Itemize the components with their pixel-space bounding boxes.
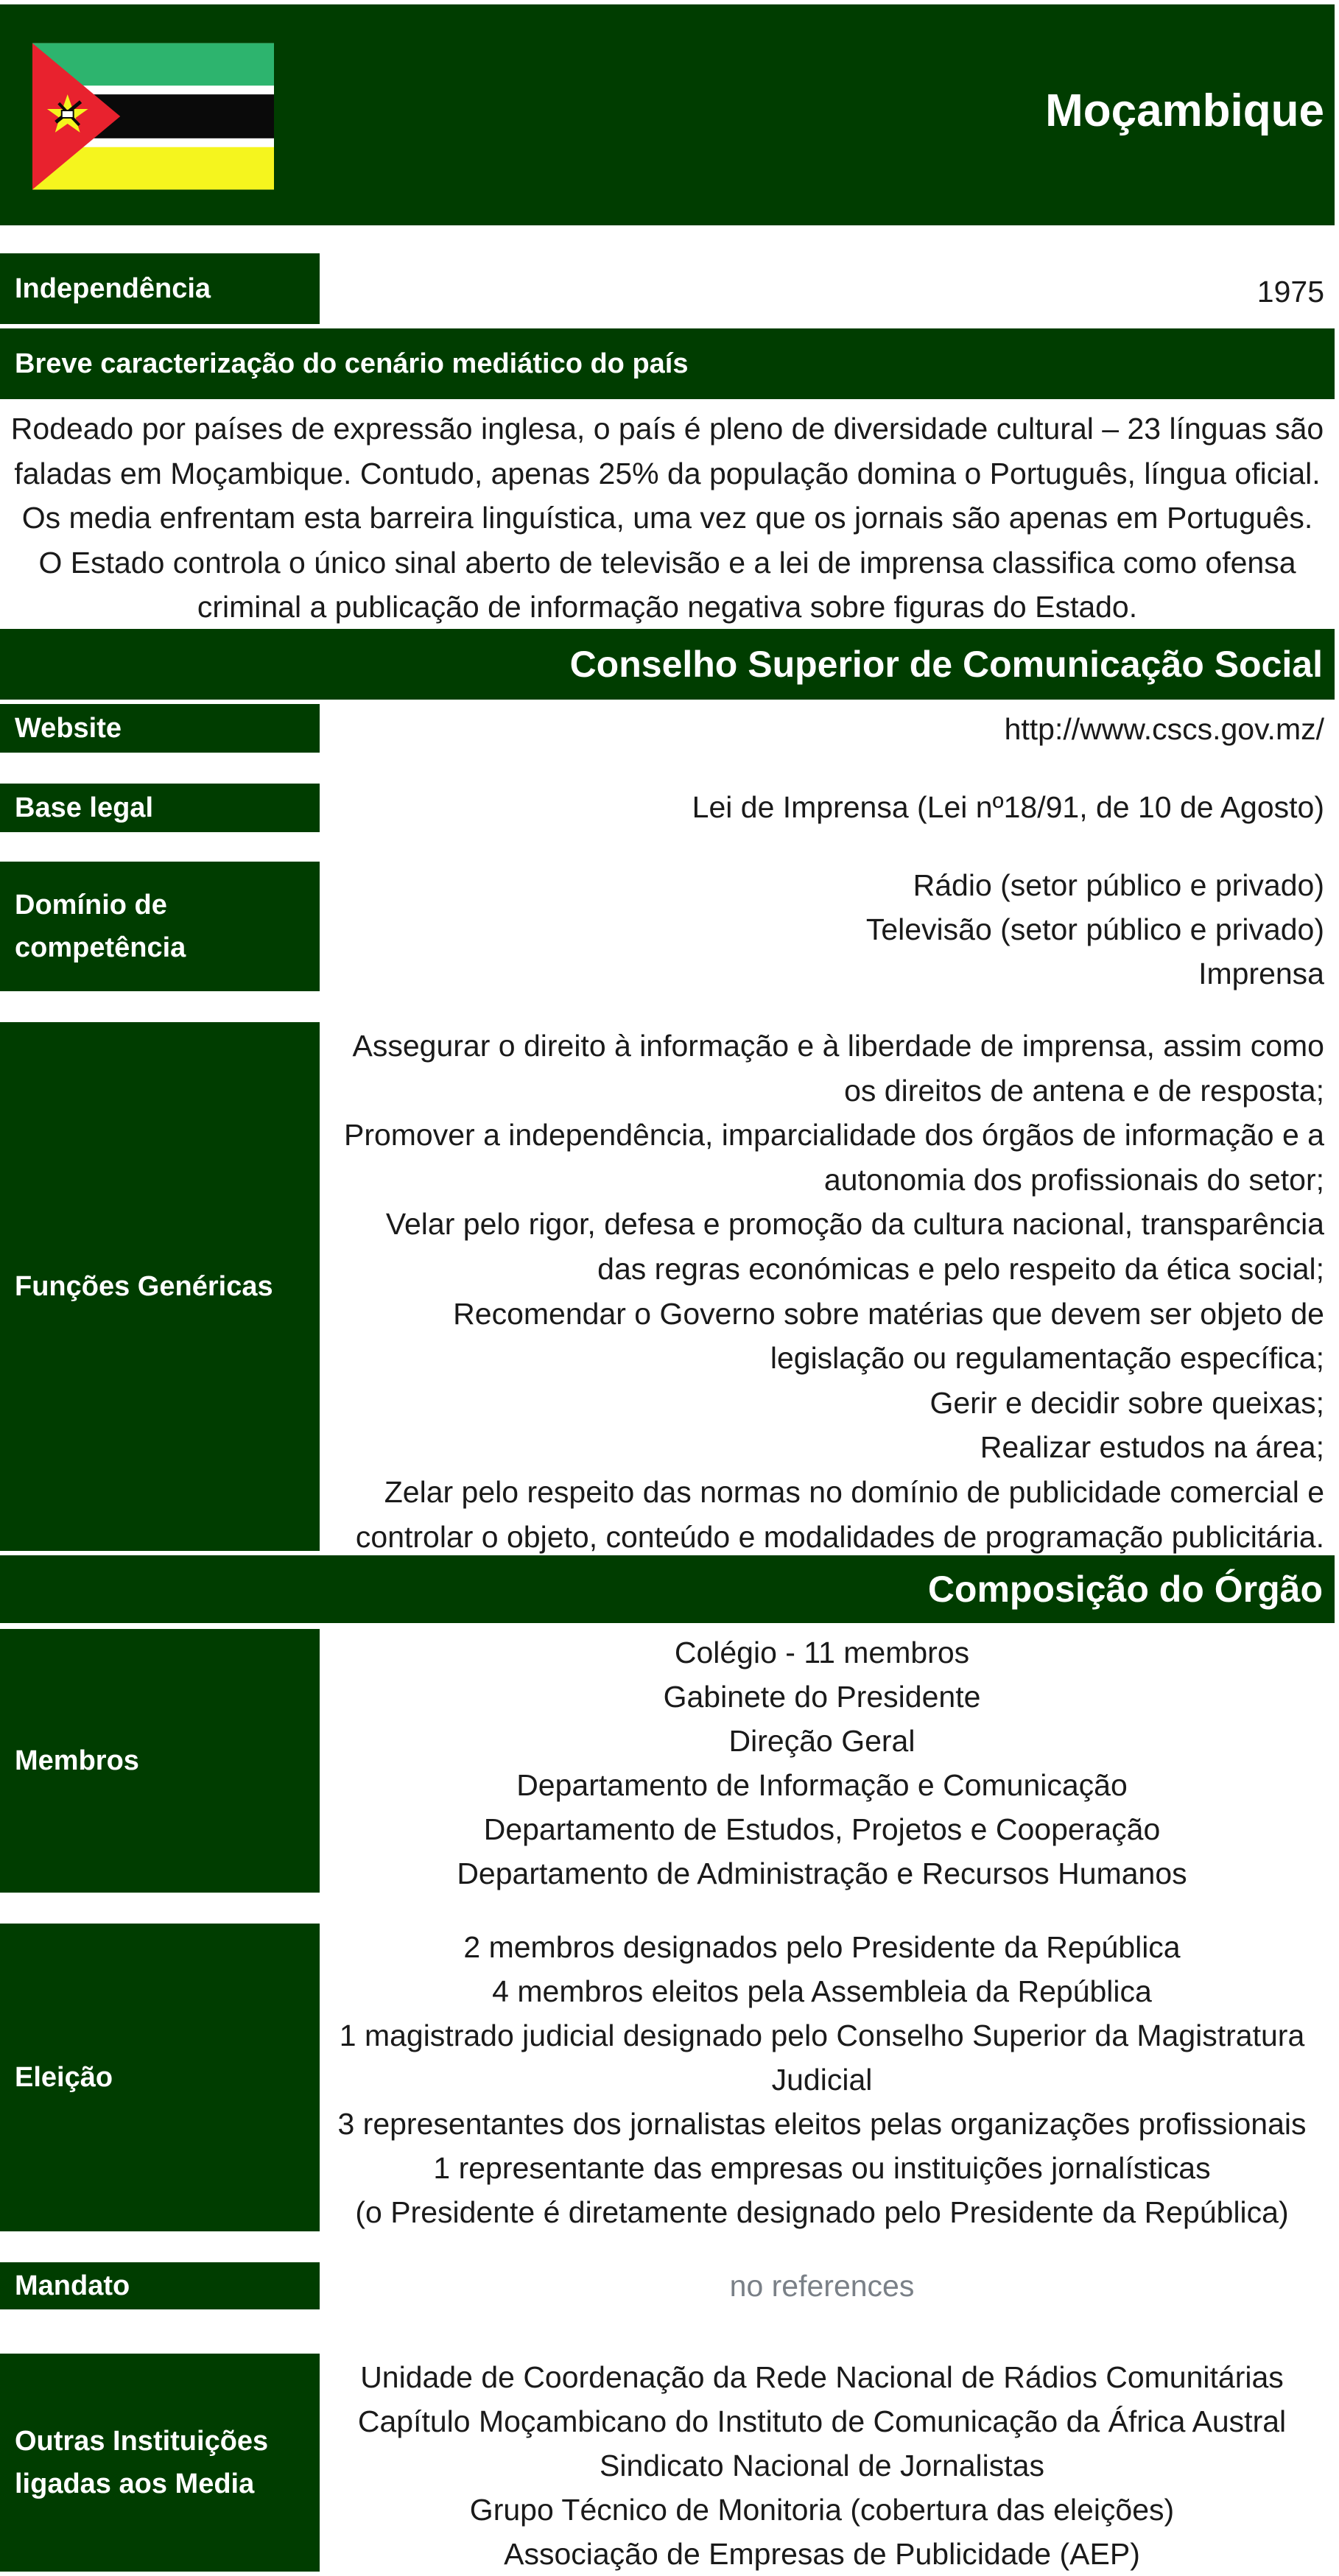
institution-line: Grupo Técnico de Monitoria (cobertura das eleições) bbox=[469, 2493, 1175, 2527]
overview-line: O Estado controla o único sinal aberto de televisão e a lei de imprensa classifica como ofensa bbox=[38, 545, 1296, 580]
mandate-label: Mandato bbox=[0, 2262, 320, 2309]
other-institutions-list bbox=[320, 2355, 1324, 2576]
independence-label: Independência bbox=[0, 253, 320, 324]
function-line: Assegurar o direito à informação e à liberdade de imprensa, assim como bbox=[352, 1029, 1324, 1063]
function-line: Promover a independência, imparcialidade dos órgãos de informação e a bbox=[343, 1118, 1324, 1152]
member-line: Departamento de Administração e Recursos Humanos bbox=[457, 1857, 1187, 1890]
functions-label: Funções Genéricas bbox=[0, 1022, 320, 1551]
institution-line: Sindicato Nacional de Jornalistas bbox=[600, 2449, 1044, 2482]
other-institutions-label-line: Outras Instituições bbox=[15, 2426, 269, 2457]
media-overview-text bbox=[0, 407, 1335, 630]
member-line: Direção Geral bbox=[728, 1724, 915, 1758]
other-institutions-label bbox=[0, 2354, 320, 2572]
election-list bbox=[320, 1925, 1324, 2234]
competence-label-line: Domínio de bbox=[15, 890, 167, 921]
function-line: Recomendar o Governo sobre matérias que devem ser objeto de bbox=[453, 1296, 1324, 1331]
function-line: Realizar estudos na área; bbox=[980, 1430, 1324, 1465]
election-line: (o Presidente é diretamente designado pelo Presidente da República) bbox=[355, 2195, 1289, 2229]
website-label: Website bbox=[0, 704, 320, 753]
function-line: os direitos de antena e de resposta; bbox=[844, 1073, 1324, 1108]
function-line: controlar o objeto, conteúdo e modalidades de programação publicitária. bbox=[355, 1519, 1324, 1554]
mandate-value: no references bbox=[729, 2269, 915, 2303]
media-overview-label: Breve caracterização do cenário mediático do país bbox=[0, 328, 1335, 399]
function-line: Velar pelo rigor, defesa e promoção da cultura nacional, transparência bbox=[385, 1207, 1324, 1242]
legal-basis-label: Base legal bbox=[0, 784, 320, 832]
institution-line: Associação de Empresas de Publicidade (AEP) bbox=[504, 2537, 1140, 2571]
overview-line: faladas em Moçambique. Contudo, apenas 25% da população domina o Português, língua oficial. bbox=[14, 456, 1321, 490]
independence-value: 1975 bbox=[1257, 275, 1324, 309]
function-line: Gerir e decidir sobre queixas; bbox=[929, 1385, 1324, 1420]
election-line: Judicial bbox=[771, 2063, 873, 2097]
mozambique-flag-icon bbox=[32, 43, 274, 190]
country-title: Moçambique bbox=[1045, 85, 1324, 136]
members-label: Membros bbox=[0, 1629, 320, 1893]
institution-line: Unidade de Coordenação da Rede Nacional de Rádios Comunitárias bbox=[360, 2360, 1284, 2394]
members-list bbox=[320, 1630, 1324, 1896]
function-line: autonomia dos profissionais do setor; bbox=[823, 1162, 1324, 1197]
function-line: Zelar pelo respeito das normas no domínio de publicidade comercial e bbox=[384, 1474, 1324, 1509]
competence-item: Imprensa bbox=[1198, 957, 1324, 990]
competence-item: Rádio (setor público e privado) bbox=[913, 868, 1324, 902]
regulator-title: Conselho Superior de Comunicação Social bbox=[0, 629, 1335, 700]
functions-list bbox=[315, 1024, 1324, 1559]
overview-line: criminal a publicação de informação negativa sobre figuras do Estado. bbox=[197, 590, 1138, 624]
election-line: 4 membros eleitos pela Assembleia da República bbox=[492, 1974, 1152, 2008]
overview-line: Os media enfrentam esta barreira linguística, uma vez que os jornais são apenas em Português. bbox=[21, 501, 1313, 535]
function-line: das regras económicas e pelo respeito da ética social; bbox=[597, 1251, 1324, 1286]
website-link[interactable]: http://www.cscs.gov.mz/ bbox=[1004, 712, 1324, 746]
election-label: Eleição bbox=[0, 1924, 320, 2231]
election-line: 1 magistrado judicial designado pelo Conselho Superior da Magistratura bbox=[339, 2019, 1305, 2052]
election-line: 1 representante das empresas ou instituições jornalísticas bbox=[433, 2151, 1211, 2185]
legal-basis-value: Lei de Imprensa (Lei nº18/91, de 10 de Agosto) bbox=[692, 790, 1324, 824]
function-line: legislação ou regulamentação específica; bbox=[770, 1341, 1324, 1376]
institution-line: Capítulo Moçambicano do Instituto de Comunicação da África Austral bbox=[357, 2404, 1287, 2438]
competence-label-line: competência bbox=[15, 932, 186, 963]
competence-label bbox=[0, 862, 320, 991]
election-line: 2 membros designados pelo Presidente da República bbox=[463, 1930, 1181, 1964]
member-line: Gabinete do Presidente bbox=[663, 1680, 981, 1714]
election-line: 3 representantes dos jornalistas eleitos pelas organizações profissionais bbox=[337, 2107, 1307, 2141]
member-line: Departamento de Estudos, Projetos e Cooperação bbox=[483, 1812, 1161, 1846]
other-institutions-label-line: ligadas aos Media bbox=[15, 2468, 255, 2499]
composition-title: Composição do Órgão bbox=[0, 1555, 1335, 1623]
competence-item: Televisão (setor público e privado) bbox=[865, 912, 1324, 946]
overview-line: Rodeado por países de expressão inglesa, o país é pleno de diversidade cultural – 23 línguas são bbox=[10, 412, 1324, 446]
member-line: Colégio - 11 membros bbox=[674, 1636, 970, 1669]
member-line: Departamento de Informação e Comunicação bbox=[516, 1768, 1128, 1802]
competence-values bbox=[866, 863, 1324, 996]
